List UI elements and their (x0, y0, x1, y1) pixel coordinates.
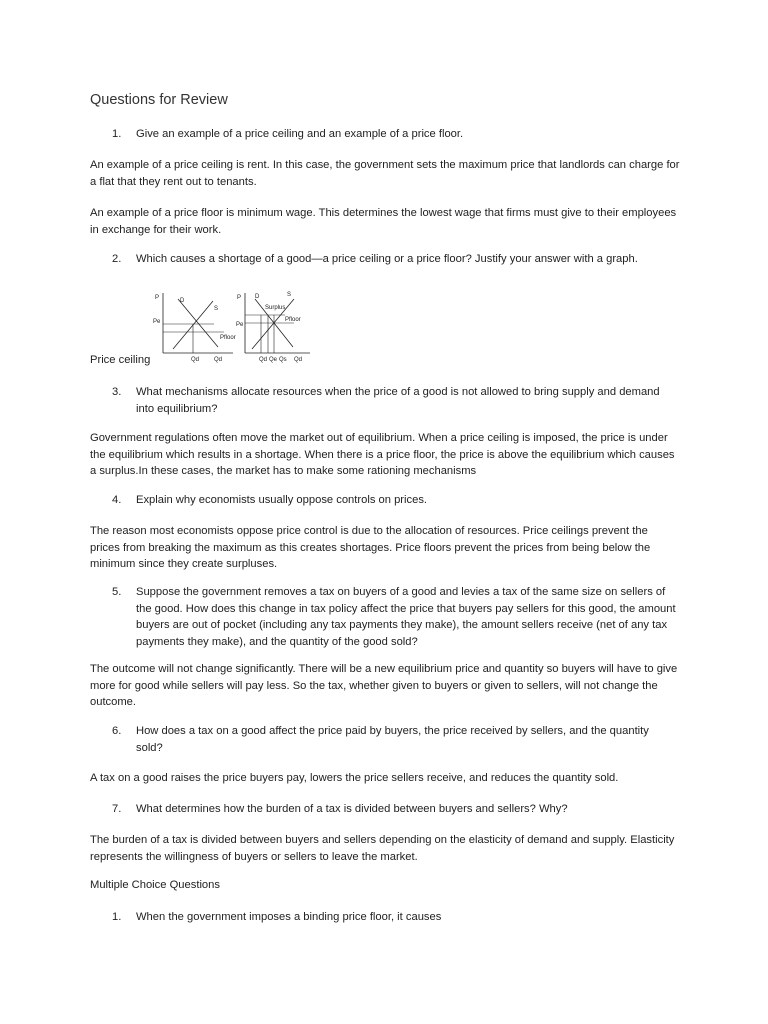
label-qd: Qd (191, 357, 200, 363)
label-pfloor: Pfloor (285, 317, 301, 323)
question-number: 5. (112, 586, 122, 598)
question-number: 2. (112, 253, 122, 265)
question-text: Give an example of a price ceiling and an example of a price floor. (136, 128, 464, 140)
label-d: D (255, 294, 260, 300)
question-number: 3. (112, 386, 122, 398)
label-s: S (214, 306, 219, 312)
label-qs: Qs (279, 357, 287, 363)
question-text: Which causes a shortage of a good—a price ceiling or a price floor? Justify your answer with a graph. (136, 253, 638, 265)
page-title: Questions for Review (90, 92, 228, 108)
question-text: What mechanisms allocate resources when the price of a good is not allowed to bring supply and demand into equilibrium? (136, 386, 660, 415)
right-graph (236, 292, 310, 363)
supply-demand-graphs (148, 285, 318, 372)
question-text: What determines how the burden of a tax is divided between buyers and sellers? Why? (136, 803, 568, 815)
question-number: 1. (112, 128, 122, 140)
axis-label-p: P (237, 295, 242, 301)
question-number: 4. (112, 494, 122, 506)
axis-label-p: P (155, 295, 160, 301)
question-text: How does a tax on a good affect the price paid by buyers, the price received by sellers, and the quantity sold? (136, 725, 649, 754)
label-pe: Pe (236, 322, 244, 328)
answer-1a: An example of a price ceiling is rent. In this case, the government sets the maximum price that landlords can charge for a flat that they rent out to tenants. (90, 159, 680, 188)
question-number: 1. (112, 911, 122, 923)
question-text: Suppose the government removes a tax on buyers of a good and levies a tax of the same size on sellers of the good. How does this change in tax policy affect the price that buyers pay sellers for this good, the amount buyers are out of pocket (including any tax payments they make), the amount sellers receive (net of any tax payments they make), and the quantity of the good sold? (136, 586, 676, 648)
answer-1b: An example of a price floor is minimum wage. This determines the lowest wage that firms must give to their employees in exchange for their work. (90, 207, 677, 236)
answer-6: A tax on a good raises the price buyers pay, lowers the price sellers receive, and reduces the quantity sold. (90, 772, 619, 784)
answer-5: The outcome will not change significantly. There will be a new equilibrium price and quantity so buyers will have to give more for good while sellers will pay less. So the tax, whether given to buyers or given to sellers, will not change the outcome. (90, 663, 678, 708)
label-qd: Qd (214, 357, 223, 363)
left-graph (153, 293, 236, 363)
price-ceiling-caption: Price ceiling (90, 354, 151, 366)
label-s: S (287, 292, 292, 298)
label-qd: Qd (259, 357, 268, 363)
answer-4: The reason most economists oppose price control is due to the allocation of resources. Price ceilings prevent the prices from breaking the maximum as this creates shortages. Price floors prevent the prices from being below the minimum since they create surpluses. (90, 525, 651, 570)
label-pfloor: Pfloor (220, 335, 236, 341)
answer-3: Government regulations often move the market out of equilibrium. When a price ceiling is imposed, the price is under the equilibrium which results in a shortage. When there is a price floor, the price is above the equilibrium which causes a surplus.In these cases, the market has to make some rationing mechanisms (90, 432, 675, 477)
question-number: 7. (112, 803, 122, 815)
label-qe: Qe (269, 357, 278, 363)
label-surplus: Surplus (265, 305, 286, 311)
label-qd: Qd (294, 357, 303, 363)
answer-7: The burden of a tax is divided between buyers and sellers depending on the elasticity of demand and supply. Elasticity represents the willingness of buyers or sellers to leave the market. (90, 834, 675, 863)
label-d: D (180, 298, 185, 304)
question-text: When the government imposes a binding price floor, it causes (136, 911, 442, 923)
question-text: Explain why economists usually oppose controls on prices. (136, 494, 428, 506)
graphs-figure (148, 285, 318, 367)
question-number: 6. (112, 725, 122, 737)
label-pe: Pe (153, 319, 161, 325)
multiple-choice-heading: Multiple Choice Questions (90, 879, 220, 891)
demand-curve (178, 299, 218, 347)
